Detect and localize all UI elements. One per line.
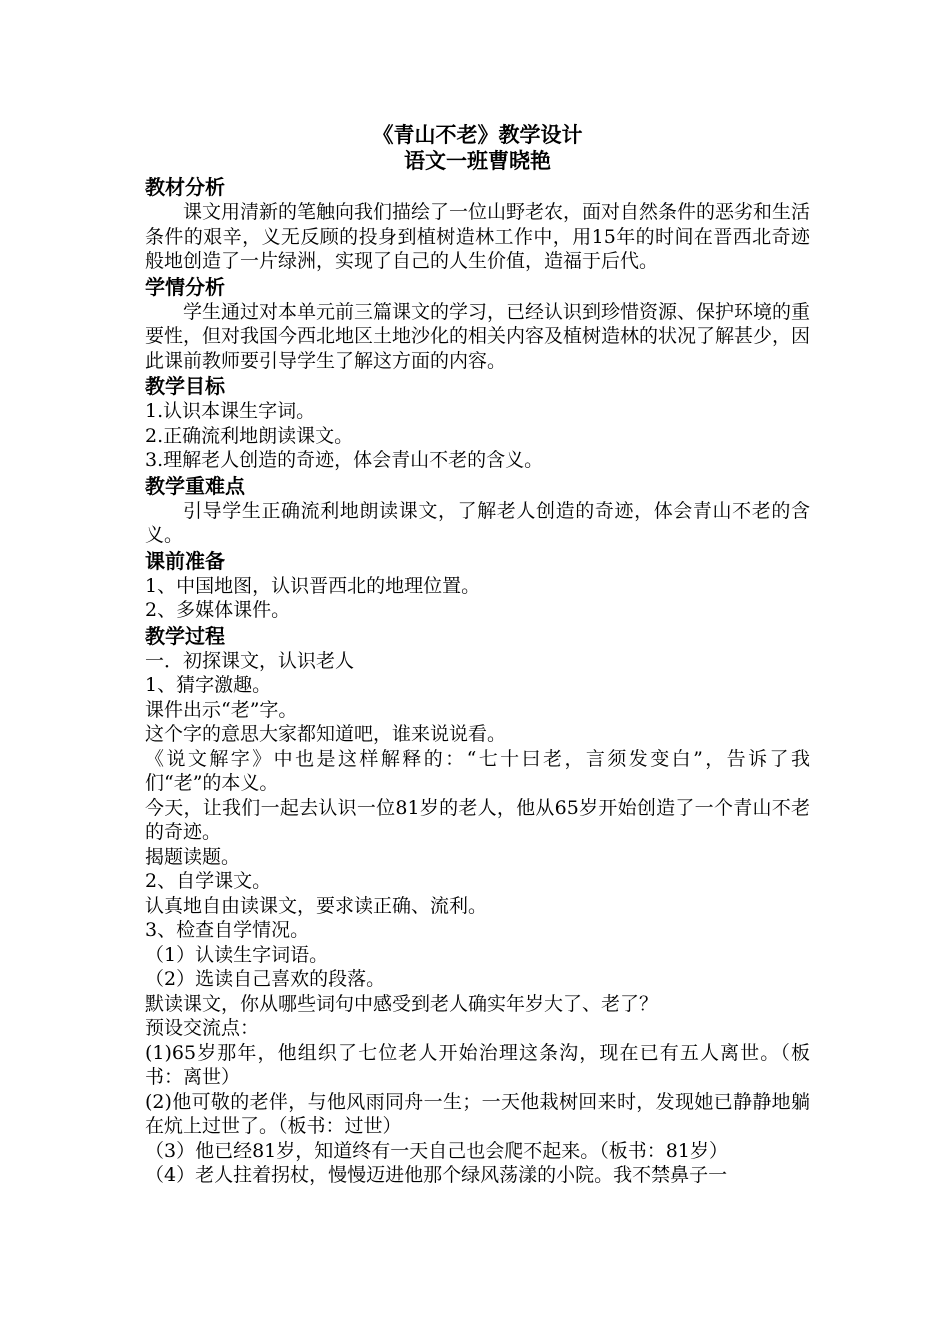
process-line: （4）老人拄着拐杖，慢慢迈进他那个绿风荡漾的小院。我不禁鼻子一 — [145, 1164, 728, 1186]
process-line: (2)他可敬的老伴，与他风雨同舟一生；一天他栽树回来时，发现她已静静地躺在炕上过世了。（板书：过世） — [145, 1090, 810, 1137]
prep-item: 2、多媒体课件。 — [145, 599, 291, 621]
section-heading-goals: 教学目标 — [145, 374, 225, 398]
document-subtitle: 语文一班曹晓艳 — [404, 148, 551, 173]
section-text-analysis: 课文用清新的笔触向我们描绘了一位山野老农，面对自然条件的恶劣和生活条件的艰辛，义无反顾的投身到植树造林工作中，用15年的时间在晋西北奇迹般地创造了一片绿洲，实现了自己的人生价值，造福于后代。 — [145, 201, 811, 272]
process-line: 1、猜字激趣。 — [145, 674, 272, 696]
document-page — [145, 122, 810, 1188]
process-line: 《说文解字》中也是这样解释的：“七十曰老，言须发变白”，告诉了我们“老”的本义。 — [145, 747, 810, 794]
process-line: 2、自学课文。 — [145, 870, 272, 892]
section-heading-analysis: 教材分析 — [145, 175, 225, 199]
section-heading-keypoints: 教学重难点 — [145, 473, 245, 498]
section-heading-process: 教学过程 — [145, 623, 225, 648]
process-line: 3、检查自学情况。 — [145, 919, 310, 941]
process-line: 课件出示“老”字。 — [145, 698, 298, 721]
process-line: 一．初探课文，认识老人 — [145, 649, 355, 672]
process-line: (1)65岁那年，他组织了七位老人开始治理这条沟，现在已有五人离世。（板书：离世） — [145, 1041, 810, 1088]
goal-item: 2.正确流利地朗读课文。 — [145, 424, 354, 447]
process-line: 今天，让我们一起去认识一位81岁的老人，他从65岁开始创造了一个青山不老的奇迹。 — [145, 796, 810, 843]
process-line: （2）选读自己喜欢的段落。 — [145, 968, 386, 990]
goal-item: 1.认识本课生字词。 — [145, 400, 316, 422]
section-text-keypoints: 引导学生正确流利地朗读课文，了解老人创造的奇迹，体会青山不老的含义。 — [145, 499, 810, 546]
process-line: （3）他已经81岁，知道终有一天自己也会爬不起来。（板书：81岁） — [145, 1139, 728, 1162]
process-line: （1）认读生字词语。 — [145, 943, 329, 966]
process-line: 认真地自由读课文，要求读正确、流利。 — [145, 894, 488, 917]
prep-item: 1、中国地图，认识晋西北的地理位置。 — [145, 574, 481, 597]
process-line: 这个字的意思大家都知道吧，谁来说说看。 — [145, 723, 507, 745]
document-title: 《青山不老》教学设计 — [372, 122, 583, 147]
section-heading-students: 学情分析 — [145, 274, 225, 299]
goal-item: 3.理解老人创造的奇迹，体会青山不老的含义。 — [145, 449, 544, 471]
process-line: 预设交流点： — [145, 1017, 260, 1039]
process-line: 默读课文，你从哪些词句中感受到老人确实年岁大了、老了？ — [145, 992, 659, 1015]
section-text-students: 学生通过对本单元前三篇课文的学习，已经认识到珍惜资源、保护环境的重要性，但对我国今西北地区土地沙化的相关内容及植树造林的状况了解甚少，因此课前教师要引导学生了解这方面的内容。 — [145, 300, 811, 372]
section-heading-prep: 课前准备 — [145, 548, 225, 573]
process-line: 揭题读题。 — [145, 845, 241, 868]
